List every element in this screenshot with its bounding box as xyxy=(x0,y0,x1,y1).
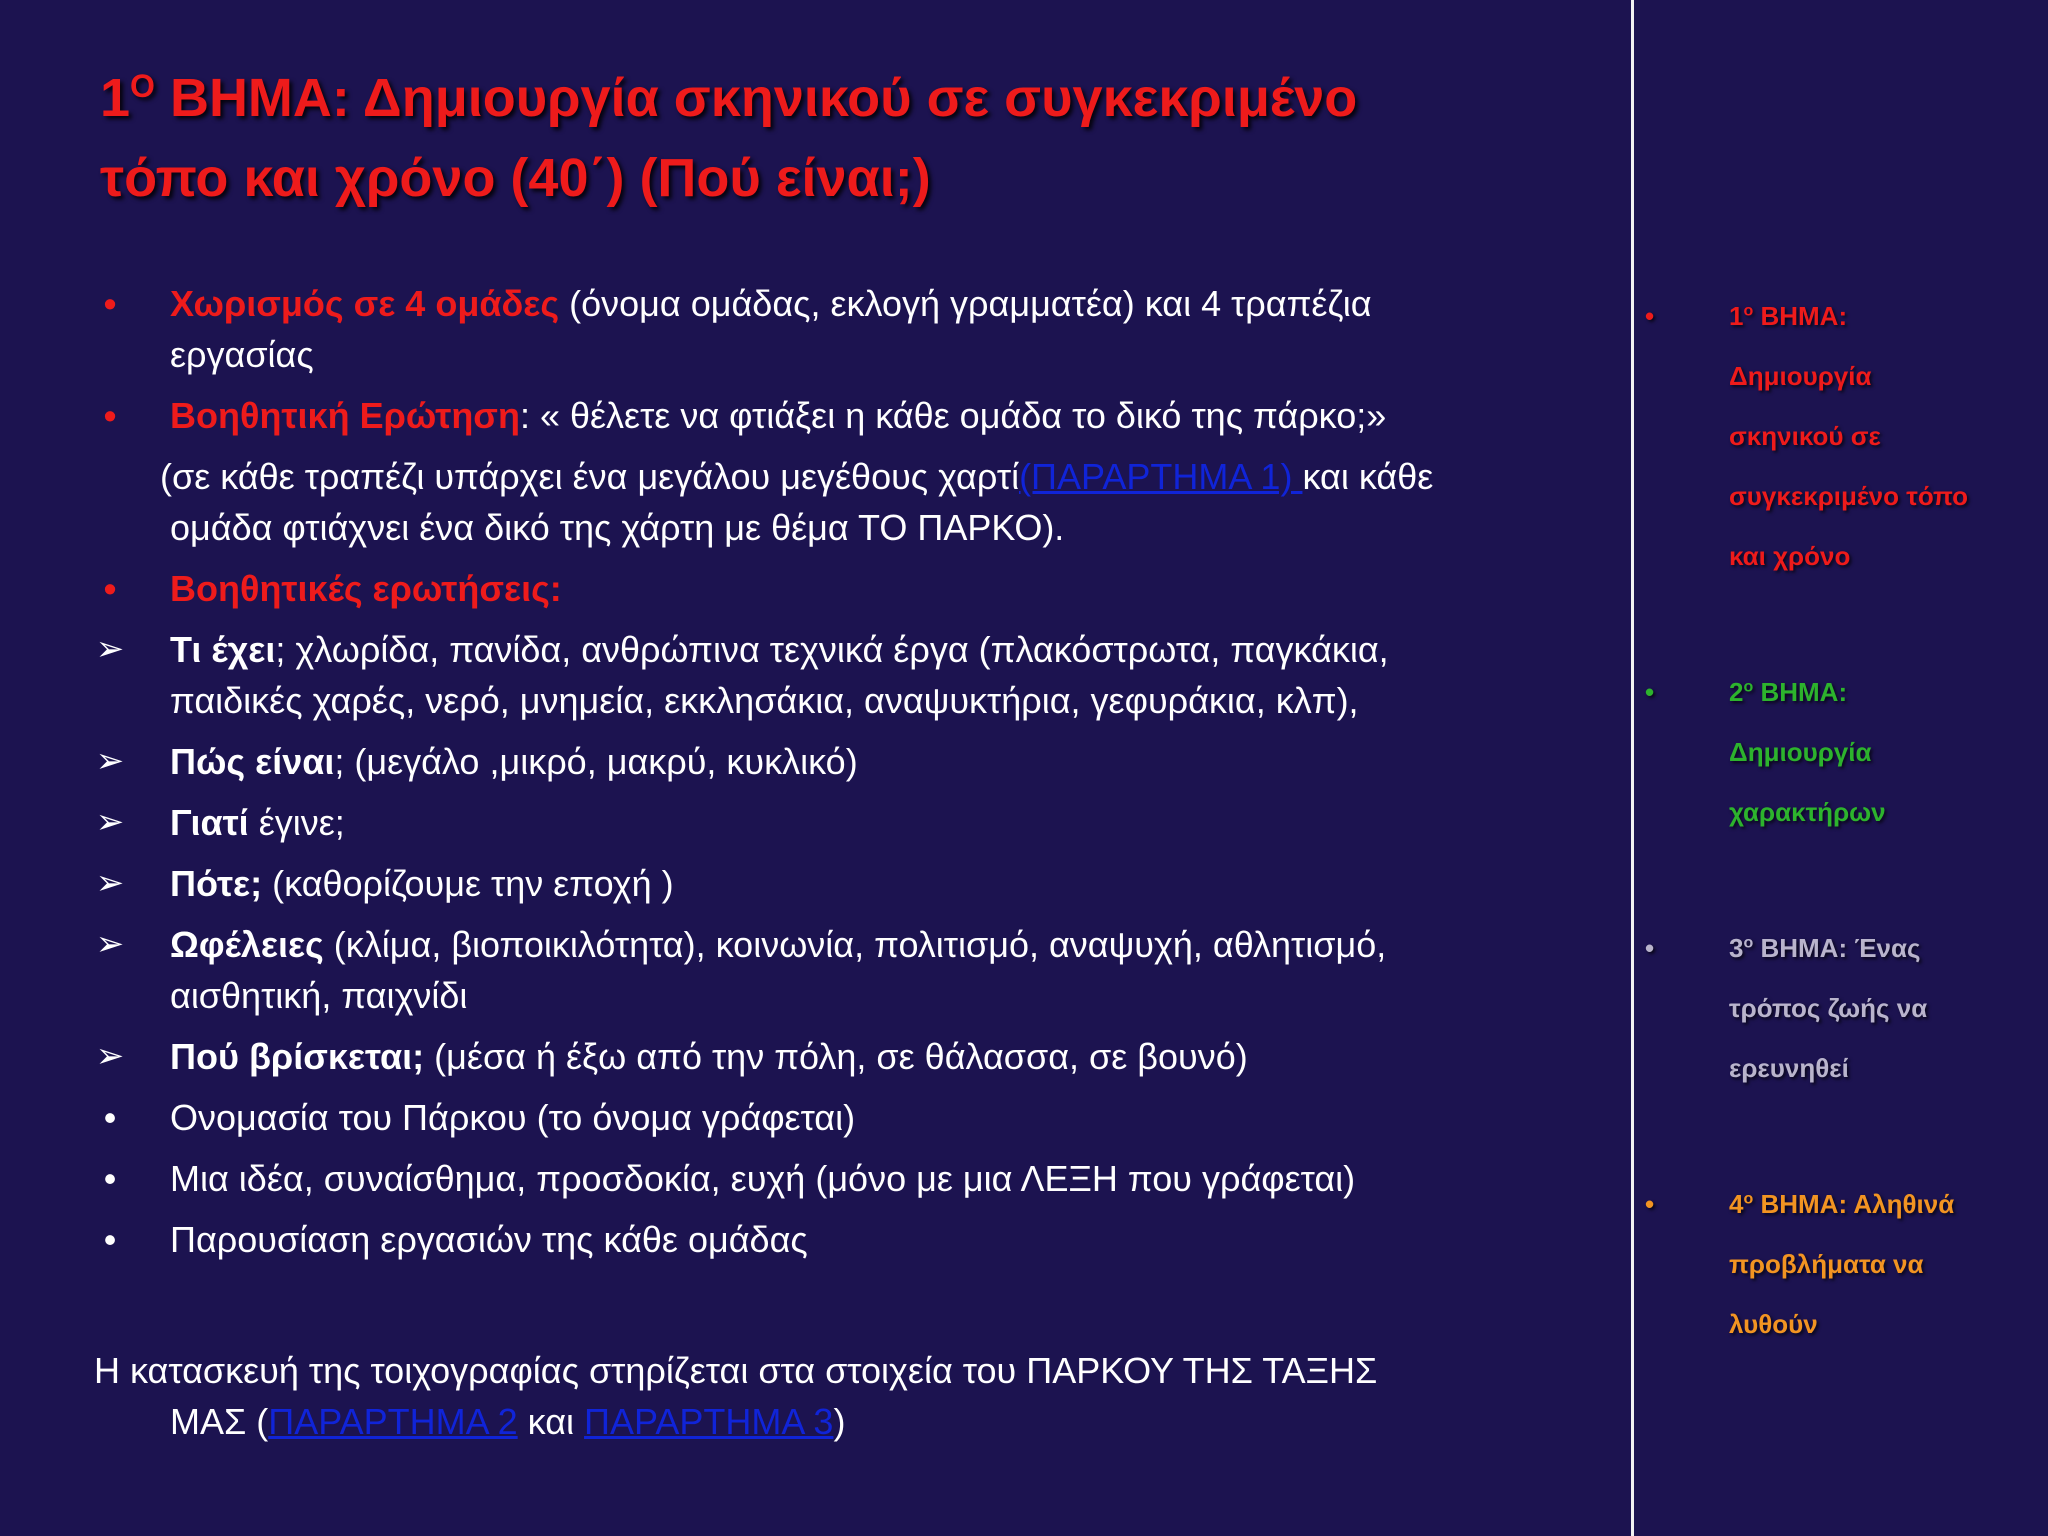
step-text: $1^o$ ΒΗΜΑ: Δημιουργία σκηνικού σε συγκεκριμένο τόπο και χρόνο xyxy=(1729,301,1969,571)
note-text: και κάθε ομάδα φτιάχνει ένα δικό της χάρτη με θέμα ΤΟ ΠΑΡΚΟ). xyxy=(170,456,1434,548)
step-text: $4^o$ ΒΗΜΑ: Αληθινά προβλήματα να λυθούν xyxy=(1729,1189,1955,1339)
bullet-lead: Πού βρίσκεται; xyxy=(170,1036,425,1077)
footer-prefix: ΜΑΣ ( xyxy=(170,1401,269,1442)
bullet-marker: • xyxy=(103,283,117,324)
note-lead: (σε κάθε τραπέζι υπάρχει ένα μεγάλου μεγέθους χαρτί xyxy=(160,456,1020,497)
appendix-1-link[interactable]: (ΠΑΡΑΡΤΗΜΑ 1) xyxy=(1019,456,1303,497)
sidebar-step-3 xyxy=(1645,918,2035,1098)
arrow-item xyxy=(90,624,1510,726)
arrow-bullet-icon: ➢ xyxy=(95,1037,125,1075)
step-bullet: • xyxy=(1645,933,1655,963)
bullet-text: (κλίμα, βιοποικιλότητα), κοινωνία, πολιτισμό, αναψυχή, αθλητισμό, αισθητική, παιχνίδι xyxy=(170,924,1387,1016)
sidebar-step-1 xyxy=(1645,286,2035,586)
bullet-item xyxy=(90,1092,1510,1143)
appendix-3-link[interactable]: ΠΑΡΑΡΤΗΜΑ 3 xyxy=(584,1401,834,1442)
arrow-item xyxy=(90,1031,1510,1082)
bullet-lead: Πώς είναι xyxy=(170,741,335,782)
bullet-lead: Βοηθητικές ερωτήσεις: xyxy=(170,568,562,609)
bullet-text: Μια ιδέα, συναίσθημα, προσδοκία, ευχή (μόνο με μια ΛΕΞΗ που γράφεται) xyxy=(170,1158,1356,1199)
bullet-text: Ονομασία του Πάρκου (το όνομα γράφεται) xyxy=(170,1097,856,1138)
arrow-item xyxy=(90,919,1510,1021)
bullet-note xyxy=(90,451,1510,553)
bullet-lead: Τι έχει xyxy=(170,629,276,670)
bullet-text: : « θέλετε να φτιάξει η κάθε ομάδα το δικό της πάρκο;» xyxy=(519,395,1387,436)
bullet-lead: Πότε; xyxy=(170,863,263,904)
footer-line2 xyxy=(94,1396,1534,1447)
bullet-text: ; χλωρίδα, πανίδα, ανθρώπινα τεχνικά έργα (πλακόστρωτα, παγκάκια, παιδικές χαρές, νερό, μνημεία, εκκλησάκια, αναψυκτήρια, γεφυράκια, κλπ), xyxy=(170,629,1389,721)
bullet-text: έγινε; xyxy=(248,802,345,843)
bullet-marker: • xyxy=(103,395,117,436)
vertical-divider xyxy=(1631,0,1634,1536)
footer-middle: και xyxy=(517,1401,585,1442)
step-bullet: • xyxy=(1645,677,1655,707)
bullet-text: Παρουσίαση εργασιών της κάθε ομάδας xyxy=(170,1219,808,1260)
step-text: $3^o$ ΒΗΜΑ: Ένας τρόπος ζωής να ερευνηθεί xyxy=(1729,933,1928,1083)
bullet-text: (καθορίζουμε την εποχή ) xyxy=(262,863,674,904)
bullet-text: ; (μεγάλο ,μικρό, μακρύ, κυκλικό) xyxy=(334,741,858,782)
bullet-item xyxy=(90,1153,1510,1204)
bullet-lead: Γιατί xyxy=(170,802,249,843)
bullet-marker: • xyxy=(103,568,117,609)
sidebar-step-2 xyxy=(1645,662,2035,842)
slide-title: $1^O$ ΒΗΜΑ: Δημιουργία σκηνικού σε συγκεκριμένο τόπο και χρόνο (40΄) (Πού είναι;) xyxy=(100,68,1358,208)
step-bullet: • xyxy=(1645,301,1655,331)
arrow-bullet-icon: ➢ xyxy=(95,925,125,963)
footer-suffix: ) xyxy=(833,1401,846,1442)
bullet-item xyxy=(90,1214,1510,1265)
main-content xyxy=(90,278,1510,1275)
arrow-bullet-icon: ➢ xyxy=(95,742,125,780)
sidebar-step-4 xyxy=(1645,1174,2035,1354)
bullet-marker: • xyxy=(103,1158,117,1199)
appendix-2-link[interactable]: ΠΑΡΑΡΤΗΜΑ 2 xyxy=(268,1401,518,1442)
bullet-item xyxy=(90,563,1510,614)
arrow-bullet-icon: ➢ xyxy=(95,803,125,841)
bullet-lead: Βοηθητική Ερώτηση xyxy=(170,395,520,436)
arrow-item xyxy=(90,797,1510,848)
bullet-text: (μέσα ή έξω από την πόλη, σε θάλασσα, σε βουνό) xyxy=(424,1036,1248,1077)
bullet-item xyxy=(90,390,1510,441)
bullet-item xyxy=(90,278,1510,380)
arrow-item xyxy=(90,736,1510,787)
arrow-item xyxy=(90,858,1510,909)
bullet-lead: Χωρισμός σε 4 ομάδες xyxy=(170,283,560,324)
arrow-bullet-icon: ➢ xyxy=(95,630,125,668)
arrow-bullet-icon: ➢ xyxy=(95,864,125,902)
bullet-text: (όνομα ομάδας, εκλογή γραμματέα) και 4 τραπέζια εργασίας xyxy=(170,283,1372,375)
footer-line1: Η κατασκευή της τοιχογραφίας στηρίζεται στα στοιχεία του ΠΑΡΚΟΥ ΤΗΣ ΤΑΞΗΣ xyxy=(94,1350,1378,1391)
bullet-marker: • xyxy=(103,1097,117,1138)
bullet-marker: • xyxy=(103,1219,117,1260)
bullet-lead: Ωφέλειες xyxy=(170,924,324,965)
step-text: $2^o$ ΒΗΜΑ: Δημιουργία χαρακτήρων xyxy=(1729,677,1886,827)
footer-note xyxy=(94,1345,1534,1447)
step-bullet: • xyxy=(1645,1189,1655,1219)
